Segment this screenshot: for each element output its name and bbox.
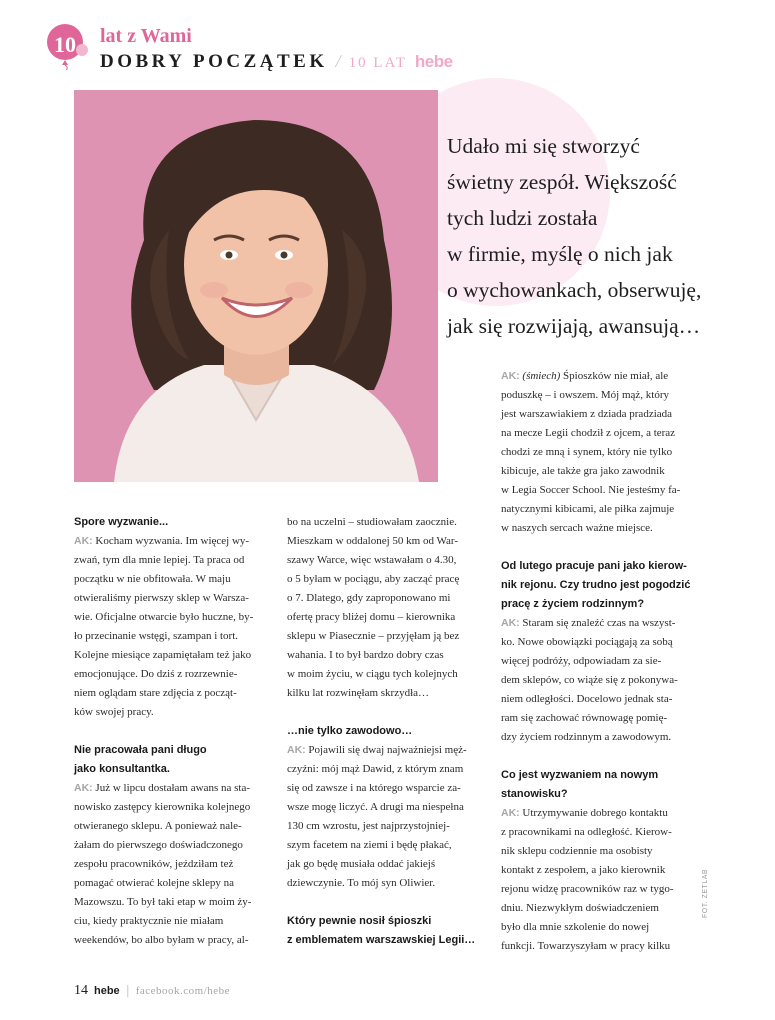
answer-line: ciu, kiedy praktycznie nie miałam (74, 915, 224, 927)
answer-line: poduszkę – i owszem. Mój mąż, który (501, 389, 670, 401)
answer-line: ofertę pracy bliżej domu – kierownika (287, 611, 456, 623)
answer-line: otwieraliśmy pierwszy sklep w Warsza- (74, 592, 249, 604)
answer-line: sklepu w Piasecznie – przyjęłam ją bez (287, 630, 460, 642)
answer-line: więcej podróży, odpowiadam za sie- (501, 655, 662, 667)
answer-line: niem odległości. Docelowo jednak sta- (501, 693, 673, 705)
brand-logo: hebe (414, 52, 453, 71)
answer-line: dziewczynie. To mój syn Oliwier. (287, 877, 436, 889)
answer-line: nowisko zastępcy kierownika kolejnego (74, 801, 251, 813)
answer-line (501, 367, 694, 386)
answer-line: dem sklepów, co wiąże się z pokonywa- (501, 674, 678, 686)
speaker-label: AK: (501, 370, 520, 382)
pull-quote-line: o wychowankach, obserwuję, (447, 278, 702, 302)
answer-line: weekendów, bo albo byłam w pracy, al- (74, 934, 249, 946)
laugh-note: (śmiech) (522, 370, 561, 382)
section-title-line (100, 51, 453, 73)
article-column-3 (501, 367, 694, 956)
pull-quote-line: w firmie, myślę o nich jak (447, 242, 673, 266)
page-footer (74, 983, 230, 999)
answer-line: jest warszawiakiem z dziada pradziada (501, 408, 673, 420)
title-separator: / (335, 51, 341, 71)
answer-line: szym facetem na ziemi i będę płakać, (287, 839, 452, 851)
answer-line: zwań, tym dla mnie lepiej. Ta praca od (74, 554, 245, 566)
answer-line: wsze mogę liczyć. A drugi ma niespełna (287, 801, 464, 813)
interview-question: Nie pracowała pani długo (74, 744, 207, 756)
interview-question: nik rejonu. Czy trudno jest pogodzić (501, 579, 691, 591)
answer-line: dzy życiem rodzinnym a zawodowym. (501, 731, 672, 743)
interview-question: z emblematem warszawskiej Legii… (287, 934, 476, 946)
answer-line (74, 532, 268, 551)
section-kicker: lat z Wami (100, 25, 192, 47)
speaker-label: AK: (501, 617, 520, 629)
speaker-label: AK: (74, 782, 93, 794)
answer-line: się od zawsze i na którego wsparcie za- (287, 782, 461, 794)
answer-line: o 7. Dlatego, gdy zaproponowano mi (287, 592, 451, 604)
section-title: DOBRY POCZĄTEK (100, 51, 328, 72)
answer-line (501, 614, 694, 633)
interview-question: Co jest wyzwaniem na nowym (501, 769, 659, 781)
answer-line: kontakt z zespołem, a jako kierownik (501, 864, 666, 876)
answer-line: Mazowszu. To był taki etap w moim ży- (74, 896, 252, 908)
answer-line: z pracownikami na odległość. Kierow- (501, 826, 672, 838)
answer-line: żałam do pierwszego doświadczonego (74, 839, 243, 851)
answer-line: w moim życiu, w ciągu tych kolejnych (287, 668, 458, 680)
answer-line: ło przecinanie wstęgi, szampan i tort. (74, 630, 239, 642)
pull-quote-line: Udało mi się stworzyć (447, 134, 640, 158)
answer-line: funkcji. Towarzyszyłam w pracy kilku (501, 940, 671, 952)
page-number: 14 (74, 983, 88, 998)
pull-quote-line: jak się rozwijają, awansują… (447, 314, 701, 338)
answer-line: natycznymi kibicami, ale piłka zajmuje (501, 503, 675, 515)
answer-line (287, 741, 480, 760)
answer-line: niem oglądam stare zdjęcia z począt- (74, 687, 237, 699)
answer-line: pomagać otwierać kolejne sklepy na (74, 877, 235, 889)
answer-line: Kolejne miesiące zapamiętałam też jako (74, 649, 252, 661)
pull-quote-line: tych ludzi została (447, 206, 598, 230)
anniversary-badge-number: 10 (54, 32, 76, 57)
answer-line (501, 804, 694, 823)
answer-line: początku w nie obfitowała. W maju (74, 573, 231, 585)
speaker-label: AK: (74, 535, 93, 547)
pull-quote-line: świetny zespół. Większość (447, 170, 677, 194)
answer-line: o 5 byłam w pociągu, aby zacząć pracę (287, 573, 460, 585)
section-subtitle: 10 LAT (348, 55, 407, 71)
interview-question: Spore wyzwanie... (74, 516, 169, 528)
answer-line: kilku lat rozwinęłam skrzydła… (287, 687, 430, 699)
footer-separator: | (125, 983, 130, 997)
answer-line: zespołu pracowników, jeździłam też (74, 858, 234, 870)
answer-line: na mecze Legii chodził z ojcem, a teraz (501, 427, 676, 439)
answer-line (74, 779, 268, 798)
answer-line: wahania. I to był bardzo dobry czas (287, 649, 444, 661)
answer-line: wie. Oficjalne otwarcie było huczne, by- (74, 611, 254, 623)
portrait-photo (74, 90, 438, 482)
interview-question: …nie tylko zawodowo… (287, 725, 413, 737)
answer-line: emocjonujące. Do dziś z rozrzewnie- (74, 668, 238, 680)
speaker-label: AK: (501, 807, 520, 819)
answer-line: 130 cm wzrostu, jest najprzystojniej- (287, 820, 450, 832)
answer-line: czyźni: mój mąż Dawid, z którym znam (287, 763, 464, 775)
answer-line: nik sklepu codziennie ma osobisty (501, 845, 653, 857)
answer-line: ków swojej pracy. (74, 706, 154, 718)
answer-line: ram się zachować równowagę pomię- (501, 712, 668, 724)
answer-text: Staram się znaleźć czas na wszyst- (522, 617, 676, 629)
answer-line: bo na uczelni – studiowałam zaocznie. (287, 516, 457, 528)
answer-line: w Legia Soccer School. Nie jesteśmy fa- (501, 484, 681, 496)
answer-text: Kocham wyzwania. Im więcej wy- (95, 535, 250, 547)
answer-line: chodzi ze mną i synem, który nie tylko (501, 446, 673, 458)
answer-line: kibicuje, ale także gra jako zawodnik (501, 465, 665, 477)
interview-question: stanowisku? (501, 788, 568, 800)
answer-line: szawy Warce, więc wstawałam o 4.30, (287, 554, 457, 566)
answer-text: Pojawili się dwaj najważniejsi męż- (308, 744, 467, 756)
answer-text: Już w lipcu dostałam awans na sta- (95, 782, 250, 794)
answer-line: rejonu widzę pracowników raz w tygo- (501, 883, 674, 895)
footer-brand-logo: hebe (94, 985, 120, 997)
answer-line: było dla mnie szkolenie do nowej (501, 921, 650, 933)
interview-question: Od lutego pracuje pani jako kierow- (501, 560, 687, 572)
speaker-label: AK: (287, 744, 306, 756)
interview-question: pracę z życiem rodzinnym? (501, 598, 645, 610)
answer-text: Śpioszków nie miał, ale (563, 370, 669, 382)
answer-line: Mieszkam w oddalonej 50 km od War- (287, 535, 458, 547)
article-column-1 (74, 513, 268, 950)
answer-line: w naszych sercach ważne miejsce. (501, 522, 653, 534)
answer-text: Utrzymywanie dobrego kontaktu (522, 807, 668, 819)
article-column-2 (287, 513, 480, 950)
pull-quote (447, 128, 727, 344)
facebook-link[interactable]: facebook.com/hebe (135, 985, 231, 997)
answer-line: jak go będę musiała oddać jakiejś (287, 858, 436, 870)
answer-line: ko. Nowe obowiązki pociągają za sobą (501, 636, 673, 648)
interview-question: Który pewnie nosił śpioszki (287, 915, 432, 927)
photo-credit: FOT. ZETLAB (702, 868, 709, 918)
answer-line: otwieranego sklepu. A ponieważ nale- (74, 820, 242, 832)
portrait-illustration (74, 90, 438, 482)
answer-line: dniu. Niezwykłym doświadczeniem (501, 902, 659, 914)
interview-question: jako konsultantka. (74, 763, 170, 775)
